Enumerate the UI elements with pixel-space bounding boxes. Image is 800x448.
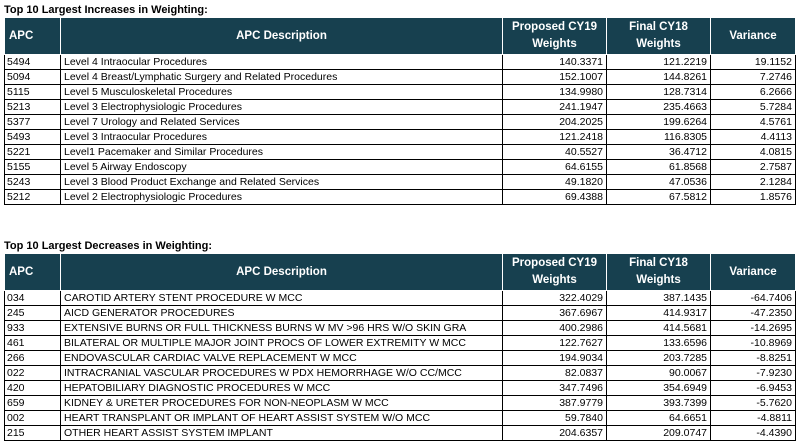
cell-description: HEPATOBILIARY DIAGNOSTIC PROCEDURES W MCC [61,381,503,396]
decreases-table [4,253,796,441]
cell-final: 235.4663 [607,100,711,115]
cell-description: KIDNEY & URETER PROCEDURES FOR NON-NEOPLASM W MCC [61,396,503,411]
cell-description: EXTENSIVE BURNS OR FULL THICKNESS BURNS W MV >96 HRS W/O SKIN GRA [61,321,503,336]
cell-proposed: 59.7840 [503,411,607,426]
cell-apc: 659 [5,396,61,411]
cell-proposed: 241.1947 [503,100,607,115]
table-header-row [5,18,796,55]
cell-description: Level 5 Musculoskeletal Procedures [61,85,503,100]
increases-section [4,4,796,205]
cell-final: 354.6949 [607,381,711,396]
cell-variance: 5.7284 [711,100,796,115]
cell-variance: -10.8969 [711,336,796,351]
cell-proposed: 82.0837 [503,366,607,381]
table-row [5,100,796,115]
decreases-title: Top 10 Largest Decreases in Weighting: [4,240,213,252]
cell-apc: 5493 [5,130,61,145]
cell-final: 393.7399 [607,396,711,411]
cell-variance: -64.7406 [711,291,796,306]
cell-variance: -5.7620 [711,396,796,411]
cell-description: Level 4 Breast/Lymphatic Surgery and Related Procedures [61,70,503,85]
decreases-body [5,291,796,441]
cell-proposed: 400.2986 [503,321,607,336]
cell-proposed: 152.1007 [503,70,607,85]
cell-proposed: 387.9779 [503,396,607,411]
table-row [5,396,796,411]
cell-final: 387.1435 [607,291,711,306]
cell-description: Level 7 Urology and Related Services [61,115,503,130]
cell-final: 144.8261 [607,70,711,85]
cell-apc: 5377 [5,115,61,130]
cell-apc: 933 [5,321,61,336]
cell-final: 128.7314 [607,85,711,100]
cell-apc: 022 [5,366,61,381]
cell-variance: 2.1284 [711,175,796,190]
cell-final: 36.4712 [607,145,711,160]
cell-description: OTHER HEART ASSIST SYSTEM IMPLANT [61,426,503,441]
cell-apc: 5115 [5,85,61,100]
cell-final: 121.2219 [607,55,711,70]
table-row [5,70,796,85]
cell-final: 64.6651 [607,411,711,426]
cell-description: Level 2 Electrophysiologic Procedures [61,190,503,205]
cell-proposed: 367.6967 [503,306,607,321]
cell-final: 203.7285 [607,351,711,366]
increases-body [5,55,796,205]
table-row [5,336,796,351]
table-row [5,85,796,100]
header-proposed: Proposed CY19 Weights [503,18,607,55]
cell-variance: -4.8811 [711,411,796,426]
header-final: Final CY18 Weights [607,18,711,55]
table-row [5,366,796,381]
cell-proposed: 204.2025 [503,115,607,130]
cell-apc: 5213 [5,100,61,115]
cell-apc: 002 [5,411,61,426]
cell-proposed: 122.7627 [503,336,607,351]
cell-final: 61.8568 [607,160,711,175]
cell-apc: 5494 [5,55,61,70]
header-variance: Variance [711,254,796,291]
cell-final: 47.0536 [607,175,711,190]
cell-proposed: 69.4388 [503,190,607,205]
cell-apc: 5094 [5,70,61,85]
cell-proposed: 40.5527 [503,145,607,160]
cell-final: 90.0067 [607,366,711,381]
cell-variance: 6.2666 [711,85,796,100]
table-row [5,321,796,336]
table-row [5,190,796,205]
cell-variance: -47.2350 [711,306,796,321]
cell-variance: 1.8576 [711,190,796,205]
cell-apc: 5155 [5,160,61,175]
cell-description: Level 3 Blood Product Exchange and Related Services [61,175,503,190]
cell-final: 116.8305 [607,130,711,145]
table-row [5,130,796,145]
cell-final: 414.5681 [607,321,711,336]
cell-description: INTRACRANIAL VASCULAR PROCEDURES W PDX HEMORRHAGE W/O CC/MCC [61,366,503,381]
cell-description: ENDOVASCULAR CARDIAC VALVE REPLACEMENT W MCC [61,351,503,366]
cell-variance: 19.1152 [711,55,796,70]
cell-variance: -6.9453 [711,381,796,396]
increases-table [4,17,796,205]
cell-variance: -14.2695 [711,321,796,336]
cell-apc: 245 [5,306,61,321]
cell-proposed: 140.3371 [503,55,607,70]
cell-description: Level 3 Electrophysiologic Procedures [61,100,503,115]
cell-final: 67.5812 [607,190,711,205]
header-final: Final CY18 Weights [607,254,711,291]
table-header-row [5,254,796,291]
table-row [5,55,796,70]
cell-variance: 7.2746 [711,70,796,85]
cell-proposed: 64.6155 [503,160,607,175]
header-description: APC Description [61,18,503,55]
cell-apc: 5212 [5,190,61,205]
cell-apc: 215 [5,426,61,441]
cell-variance: 4.0815 [711,145,796,160]
cell-proposed: 347.7496 [503,381,607,396]
header-apc: APC [5,254,61,291]
cell-proposed: 322.4029 [503,291,607,306]
cell-final: 133.6596 [607,336,711,351]
table-row [5,411,796,426]
cell-proposed: 121.2418 [503,130,607,145]
table-row [5,175,796,190]
cell-proposed: 204.6357 [503,426,607,441]
cell-apc: 461 [5,336,61,351]
cell-final: 209.0747 [607,426,711,441]
cell-variance: 4.5761 [711,115,796,130]
cell-apc: 266 [5,351,61,366]
cell-final: 414.9317 [607,306,711,321]
cell-apc: 5221 [5,145,61,160]
cell-variance: -7.9230 [711,366,796,381]
cell-proposed: 194.9034 [503,351,607,366]
header-description: APC Description [61,254,503,291]
table-row [5,160,796,175]
cell-apc: 5243 [5,175,61,190]
cell-proposed: 134.9980 [503,85,607,100]
cell-variance: 2.7587 [711,160,796,175]
cell-variance: -4.4390 [711,426,796,441]
cell-description: HEART TRANSPLANT OR IMPLANT OF HEART ASSIST SYSTEM W/O MCC [61,411,503,426]
cell-final: 199.6264 [607,115,711,130]
cell-description: BILATERAL OR MULTIPLE MAJOR JOINT PROCS OF LOWER EXTREMITY W MCC [61,336,503,351]
table-row [5,381,796,396]
cell-proposed: 49.1820 [503,175,607,190]
cell-description: Level1 Pacemaker and Similar Procedures [61,145,503,160]
cell-description: Level 5 Airway Endoscopy [61,160,503,175]
cell-apc: 420 [5,381,61,396]
decreases-section [4,240,796,441]
table-row [5,306,796,321]
cell-variance: 4.4113 [711,130,796,145]
table-row [5,115,796,130]
header-proposed: Proposed CY19 Weights [503,254,607,291]
header-apc: APC [5,18,61,55]
table-row [5,351,796,366]
cell-description: AICD GENERATOR PROCEDURES [61,306,503,321]
cell-apc: 034 [5,291,61,306]
cell-description: CAROTID ARTERY STENT PROCEDURE W MCC [61,291,503,306]
table-row [5,145,796,160]
table-row [5,291,796,306]
cell-description: Level 3 Intraocular Procedures [61,130,503,145]
cell-description: Level 4 Intraocular Procedures [61,55,503,70]
increases-title: Top 10 Largest Increases in Weighting: [4,4,208,16]
header-variance: Variance [711,18,796,55]
table-row [5,426,796,441]
cell-variance: -8.8251 [711,351,796,366]
